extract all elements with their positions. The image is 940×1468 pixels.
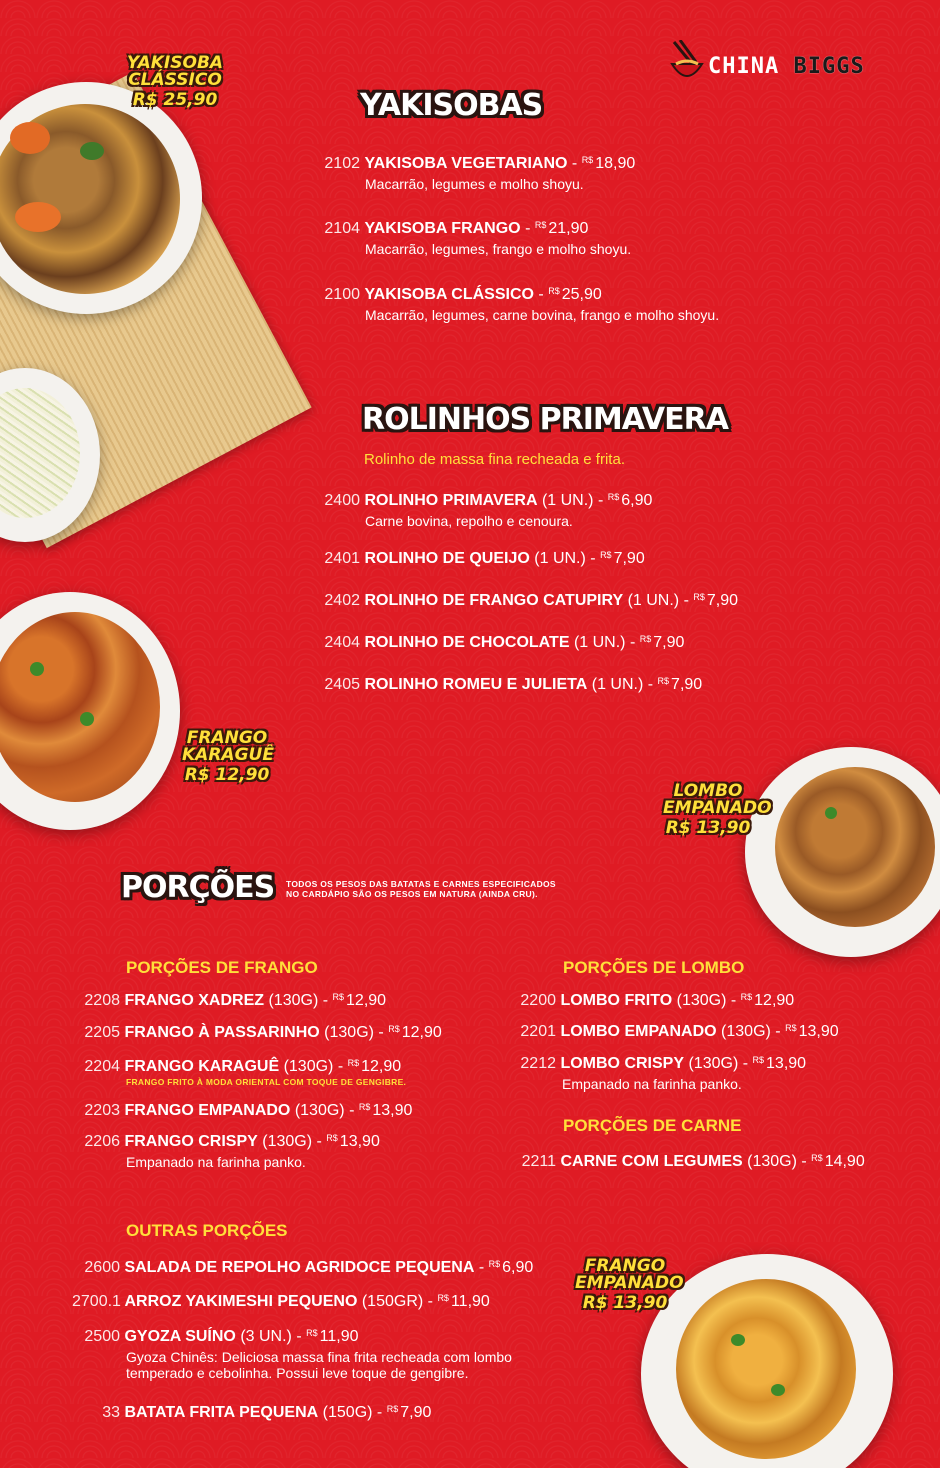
item-name: YAKISOBA VEGETARIANO [364, 155, 568, 172]
item-price: 13,90 [798, 1023, 839, 1040]
brand-name-part2: BIGGS [793, 54, 865, 79]
porcoes-lombo-title: PORÇÕES DE LOMBO [563, 958, 745, 977]
item-qty: (130G) [676, 992, 727, 1009]
menu-item [320, 676, 702, 694]
item-currency: R$ [326, 1133, 338, 1143]
promo-name: FRANGO KARAGUÊ [182, 728, 274, 765]
item-price: 11,90 [319, 1328, 359, 1345]
menu-item [80, 1024, 442, 1042]
promo-label-lombo-empanado [650, 781, 772, 838]
yakisobas-title: YAKISOBAS [360, 88, 543, 123]
item-name: YAKISOBA FRANGO [364, 220, 521, 237]
item-currency: R$ [600, 550, 612, 560]
menu-item [322, 220, 631, 257]
item-currency: R$ [347, 1058, 360, 1068]
item-sep: - [322, 992, 329, 1009]
item-price: 25,90 [561, 286, 602, 303]
item-description: temperado e cebolinha. Possui leve toque de gengibre. [126, 1365, 469, 1381]
item-code: 2700.1 [72, 1293, 121, 1310]
item-sep: - [801, 1153, 807, 1170]
item-currency: R$ [657, 676, 670, 686]
item-note: FRANGO FRITO À MODA ORIENTAL COM TOQUE DE GENGIBRE. [126, 1077, 407, 1087]
item-qty: (1 UN.) [534, 550, 586, 567]
item-qty: (3 UN.) [240, 1328, 292, 1345]
item-name: LOMBO FRITO [560, 992, 673, 1009]
item-currency: R$ [581, 155, 594, 165]
item-sep: - [590, 550, 596, 567]
item-description: Macarrão, legumes e molho shoyu. [365, 176, 584, 192]
noodle-bowl-chopsticks-icon [668, 40, 706, 90]
item-description: Empanado na farinha panko. [562, 1076, 742, 1092]
brand-name [708, 54, 865, 79]
menu-item [516, 992, 794, 1010]
brand-name-part1: CHINA [708, 54, 780, 79]
item-qty: (130G) [294, 1102, 345, 1119]
item-qty: (1 UN.) [591, 676, 644, 693]
item-code: 2208 [84, 992, 120, 1009]
item-currency: R$ [332, 992, 345, 1002]
item-code: 2205 [84, 1024, 120, 1041]
item-currency: R$ [388, 1024, 400, 1034]
item-price: 14,90 [824, 1153, 865, 1170]
item-price: 6,90 [621, 492, 653, 509]
item-code: 2211 [521, 1153, 556, 1170]
item-name: ROLINHO DE FRANGO CATUPIRY [364, 592, 624, 609]
item-currency: R$ [752, 1055, 765, 1065]
item-code: 2400 [324, 492, 360, 509]
promo-name: LOMBO EMPANADO [663, 781, 772, 818]
menu-item [80, 1102, 412, 1120]
item-sep: - [730, 992, 737, 1009]
item-qty: (130G) [747, 1153, 797, 1170]
item-currency: R$ [607, 492, 620, 502]
item-name: ARROZ YAKIMESHI PEQUENO [124, 1293, 358, 1310]
item-price: 13,90 [766, 1055, 807, 1072]
porcoes-carne-title: PORÇÕES DE CARNE [563, 1116, 742, 1135]
promo-label-frango-empanado [566, 1258, 684, 1312]
item-name: YAKISOBA CLÁSSICO [364, 286, 534, 303]
promo-label-frango-karague [172, 730, 282, 784]
item-price: 18,90 [595, 155, 636, 172]
item-sep: - [629, 634, 636, 651]
rolinhos-title: ROLINHOS PRIMAVERA [362, 402, 728, 437]
outras-porcoes-title: OUTRAS PORÇÕES [126, 1221, 288, 1240]
menu-item [516, 1153, 865, 1171]
item-code: 2206 [84, 1133, 120, 1150]
item-name: BATATA FRITA PEQUENA [124, 1404, 319, 1421]
menu-item [320, 634, 684, 652]
item-code: 2500 [84, 1328, 120, 1345]
menu-item [320, 550, 645, 568]
menu-item [80, 1259, 533, 1277]
porcoes-weight-note [286, 879, 556, 899]
item-name: GYOZA SUÍNO [124, 1328, 236, 1345]
menu-item [322, 286, 719, 323]
item-sep: - [597, 492, 604, 509]
item-code: 2102 [324, 155, 360, 172]
item-qty: (130G) [324, 1024, 374, 1041]
menu-item [80, 1058, 406, 1087]
menu-item [516, 1023, 839, 1041]
item-currency: R$ [740, 992, 753, 1002]
item-price: 7,90 [706, 592, 739, 609]
item-price: 13,90 [339, 1133, 380, 1150]
item-currency: R$ [639, 634, 652, 644]
menu-item [72, 1293, 490, 1311]
item-description: Gyoza Chinês: Deliciosa massa fina frita recheada com lombo [126, 1349, 512, 1365]
note-line: TODOS OS PESOS DAS BATATAS E CARNES ESPECIFICADOS [286, 879, 556, 889]
promo-price: R$ 13,90 [665, 818, 751, 838]
menu-item [80, 1133, 380, 1170]
item-sep: - [376, 1404, 383, 1421]
item-price: 7,90 [653, 634, 685, 651]
item-code: 2203 [84, 1102, 120, 1119]
item-sep: - [427, 1293, 433, 1310]
item-code: 2100 [324, 286, 360, 303]
menu-item [516, 1055, 806, 1092]
rolinhos-intro: Rolinho de massa fina recheada e frita. [364, 451, 625, 468]
menu-item [322, 155, 635, 192]
item-price: 7,90 [613, 550, 645, 567]
item-qty: (150G) [322, 1404, 373, 1421]
item-name: FRANGO À PASSARINHO [124, 1024, 320, 1041]
menu-item [80, 992, 386, 1010]
item-currency: R$ [548, 286, 560, 296]
item-sep: - [742, 1055, 749, 1072]
menu-item [320, 592, 738, 610]
item-qty: (130G) [283, 1058, 334, 1075]
item-sep: - [337, 1058, 344, 1075]
item-name: FRANGO CRISPY [124, 1133, 258, 1150]
item-qty: (130G) [262, 1133, 313, 1150]
item-qty: (1 UN.) [541, 492, 594, 509]
item-price: 12,90 [401, 1024, 442, 1041]
promo-price: R$ 13,90 [582, 1293, 668, 1313]
item-sep: - [538, 286, 544, 303]
menu-item [80, 1404, 431, 1422]
item-currency: R$ [811, 1153, 823, 1163]
item-description: Carne bovina, repolho e cenoura. [365, 513, 573, 529]
item-price: 6,90 [502, 1259, 534, 1276]
item-price: 21,90 [548, 220, 589, 237]
item-price: 7,90 [400, 1404, 432, 1421]
item-sep: - [683, 592, 689, 609]
item-name: FRANGO EMPANADO [124, 1102, 291, 1119]
menu-item [80, 1328, 512, 1381]
item-name: SALADA DE REPOLHO AGRIDOCE PEQUENA [124, 1259, 475, 1276]
item-price: 12,90 [754, 992, 795, 1009]
item-sep: - [378, 1024, 384, 1041]
item-code: 2200 [520, 992, 556, 1009]
item-currency: R$ [785, 1023, 797, 1033]
item-name: CARNE COM LEGUMES [560, 1153, 743, 1170]
item-currency: R$ [306, 1328, 318, 1338]
item-sep: - [775, 1023, 781, 1040]
item-qty: (130G) [268, 992, 319, 1009]
item-sep: - [647, 676, 654, 693]
item-code: 2401 [324, 550, 360, 567]
porcoes-title: PORÇÕES [121, 870, 275, 905]
item-price: 12,90 [346, 992, 387, 1009]
item-code: 2201 [520, 1023, 556, 1040]
item-description: Macarrão, legumes, carne bovina, frango e molho shoyu. [365, 307, 720, 323]
item-qty: (150GR) [361, 1293, 424, 1310]
promo-price: R$ 25,90 [132, 90, 218, 110]
item-qty: (1 UN.) [573, 634, 626, 651]
item-description: Macarrão, legumes, frango e molho shoyu. [365, 241, 632, 257]
item-name: FRANGO XADREZ [124, 992, 265, 1009]
item-currency: R$ [693, 592, 705, 602]
item-name: ROLINHO DE CHOCOLATE [364, 634, 570, 651]
item-currency: R$ [437, 1293, 449, 1303]
item-code: 2404 [324, 634, 360, 651]
promo-name: YAKISOBA CLÁSSICO [126, 53, 224, 90]
lombo-empanado-photo [745, 747, 940, 957]
frango-karague-photo [0, 592, 180, 830]
promo-name: FRANGO EMPANADO [575, 1256, 684, 1293]
item-price: 11,90 [450, 1293, 490, 1310]
item-code: 33 [102, 1404, 120, 1421]
porcoes-frango-title: PORÇÕES DE FRANGO [126, 958, 318, 977]
item-name: LOMBO EMPANADO [560, 1023, 717, 1040]
item-currency: R$ [488, 1259, 501, 1269]
item-sep: - [478, 1259, 485, 1276]
item-code: 2212 [520, 1055, 556, 1072]
item-sep: - [525, 220, 531, 237]
item-code: 2405 [324, 676, 360, 693]
item-sep: - [349, 1102, 355, 1119]
item-name: ROLINHO PRIMAVERA [364, 492, 538, 509]
item-currency: R$ [534, 220, 547, 230]
item-sep: - [296, 1328, 302, 1345]
item-qty: (1 UN.) [627, 592, 680, 609]
item-name: FRANGO KARAGUÊ [124, 1058, 280, 1075]
item-description: Empanado na farinha panko. [126, 1154, 306, 1170]
item-name: ROLINHO ROMEU E JULIETA [364, 676, 588, 693]
item-name: ROLINHO DE QUEIJO [364, 550, 530, 567]
promo-price: R$ 12,90 [184, 765, 270, 785]
item-sep: - [571, 155, 578, 172]
item-price: 7,90 [671, 676, 703, 693]
item-price: 12,90 [361, 1058, 402, 1075]
brand-logo [668, 40, 888, 90]
item-sep: - [316, 1133, 322, 1150]
item-currency: R$ [358, 1102, 371, 1112]
item-qty: (130G) [721, 1023, 771, 1040]
item-currency: R$ [386, 1404, 399, 1414]
item-code: 2402 [324, 592, 360, 609]
item-code: 2600 [84, 1259, 120, 1276]
item-code: 2104 [324, 220, 360, 237]
promo-label-yakisoba [110, 55, 240, 109]
item-code: 2204 [84, 1058, 120, 1075]
menu-item [320, 492, 652, 529]
item-price: 13,90 [372, 1102, 413, 1119]
item-name: LOMBO CRISPY [560, 1055, 685, 1072]
note-line: NO CARDÁPIO SÃO OS PESOS EM NATURA (AINDA CRU). [286, 889, 538, 900]
item-qty: (130G) [688, 1055, 739, 1072]
